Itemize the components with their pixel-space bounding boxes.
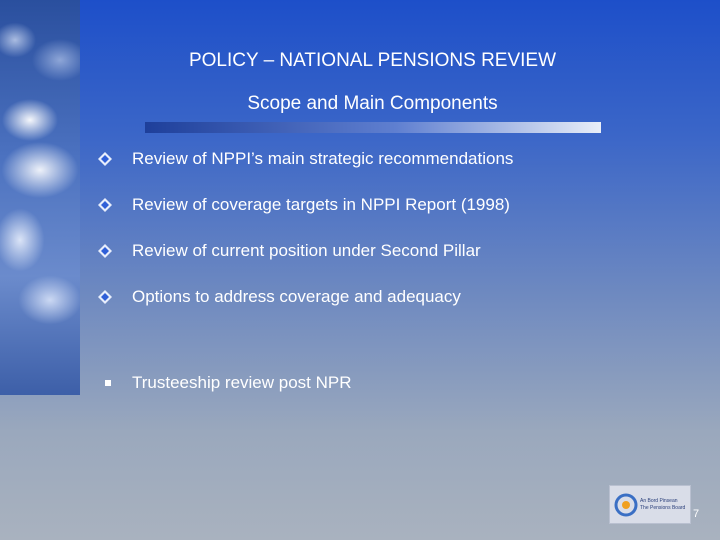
diamond-bullet-icon (95, 149, 115, 169)
pensions-board-logo (609, 485, 691, 524)
bullet-item (95, 146, 514, 172)
diamond-bullet-icon (95, 195, 115, 215)
bullet-text: Trusteeship review post NPR (132, 373, 352, 392)
bullet-item (95, 284, 461, 310)
pensions-board-logo-icon (613, 490, 639, 520)
page-number: 7 (693, 508, 700, 520)
bullet-item (95, 192, 510, 218)
clouds-sky-image (0, 0, 80, 395)
diamond-bullet-icon (95, 287, 115, 307)
bullet-text: Review of coverage targets in NPPI Report (1998) (132, 195, 510, 214)
title-underline-bar (145, 122, 601, 133)
diamond-bullet-icon (95, 241, 115, 261)
square-bullet-icon (95, 373, 115, 393)
bullet-text: Review of NPPI’s main strategic recommendations (132, 149, 514, 168)
bullet-text: Options to address coverage and adequacy (132, 287, 461, 306)
bullet-item (95, 370, 352, 396)
bullet-item (95, 238, 481, 264)
bullet-text: Review of current position under Second Pillar (132, 241, 481, 260)
logo-text: An Bord Pinsean The Pensions Board (640, 497, 686, 511)
slide-title: POLICY – NATIONAL PENSIONS REVIEW (188, 50, 557, 71)
slide-subtitle: Scope and Main Components (247, 93, 498, 114)
